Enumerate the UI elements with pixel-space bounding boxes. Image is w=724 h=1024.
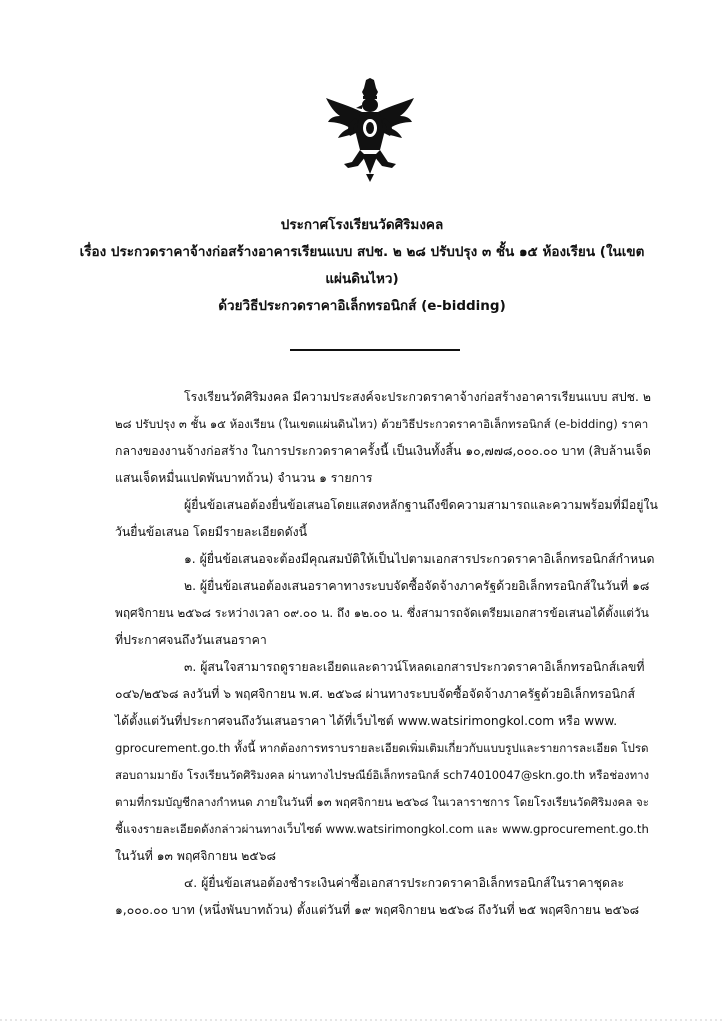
- method-line-text: ด้วยวิธีประกวดราคาอิเล็กทรอนิกส์ (e-bidding): [218, 298, 506, 314]
- requirement-item: ๑. ผู้ยื่นข้อเสนอจะต้องมีคุณสมบัติให้เป็นไปตามเอกสารประกวดราคาอิเล็กทรอนิกส์กำหนด: [184, 552, 655, 566]
- body-line: gprocurement.go.th ทั้งนี้ หากต้องการทราบรายละเอียดเพิ่มเติมเกี่ยวกับแบบรูปและรายการละเอียด โปรด: [115, 741, 649, 755]
- subject-line-1-text: เรื่อง ประกวดราคาจ้างก่อสร้างอาคารเรียนแบบ สปช. ๒ ๒๘ ปรับปรุง ๓ ชั้น ๑๕ ห้องเรียน (ในเขต: [79, 244, 645, 260]
- body-line: ๐๔๖/๒๕๖๘ ลงวันที่ ๖ พฤศจิกายน พ.ศ. ๒๕๖๘ ผ่านทางระบบจัดซื้อจัดจ้างภาครัฐด้วยอิเล็กทรอนิกส์: [115, 687, 635, 701]
- header-divider: [290, 349, 460, 351]
- body-line: ได้ตั้งแต่วันที่ประกาศจนถึงวันเสนอราคา ได้ที่เว็บไซต์ www.watsirimongkol.com หรือ www.: [115, 714, 618, 728]
- body-line: ชี้แจงรายละเอียดดังกล่าวผ่านทางเว็บไซต์ www.watsirimongkol.com และ www.gprocurement.go.th: [115, 822, 649, 836]
- body-line: ในวันที่ ๑๓ พฤศจิกายน ๒๕๖๘: [115, 849, 276, 863]
- scan-edge-noise: [0, 1012, 724, 1024]
- body-line: ๑,๐๐๐.๐๐ บาท (หนึ่งพันบาทถ้วน) ตั้งแต่วันที่ ๑๙ พฤศจิกายน ๒๕๖๘ ถึงวันที่ ๒๕ พฤศจิกายน ๒๕๖๘: [115, 903, 640, 917]
- requirement-item: ๒. ผู้ยื่นข้อเสนอต้องเสนอราคาทางระบบจัดซื้อจัดจ้างภาครัฐด้วยอิเล็กทรอนิกส์ในวันที่ ๑๘: [184, 579, 650, 593]
- requirement-item: ๓. ผู้สนใจสามารถดูรายละเอียดและดาวน์โหลดเอกสารประกวดราคาอิเล็กทรอนิกส์เลขที่: [184, 660, 645, 674]
- body-line: ผู้ยื่นข้อเสนอต้องยื่นข้อเสนอโดยแสดงหลักฐานถึงขีดความสามารถและความพร้อมที่มีอยู่ใน: [184, 498, 658, 512]
- subject-line-1: [60, 239, 664, 266]
- subject-line-2: [60, 266, 664, 293]
- method-line: [60, 293, 664, 320]
- body-line: ๒๘ ปรับปรุง ๓ ชั้น ๑๕ ห้องเรียน (ในเขตแผ่นดินไหว) ด้วยวิธีประกวดราคาอิเล็กทรอนิกส์ (e-bidding) ราคา: [115, 417, 649, 431]
- announcement-title: [60, 212, 664, 239]
- body-line: พฤศจิกายน ๒๕๖๘ ระหว่างเวลา ๐๙.๐๐ น. ถึง ๑๒.๐๐ น. ซึ่งสามารถจัดเตรียมเอกสารข้อเสนอได้ตั้งแต่วัน: [115, 606, 649, 620]
- announcement-title-text: ประกาศโรงเรียนวัดศิริมงคล: [280, 217, 444, 233]
- body-line: กลางของงานจ้างก่อสร้าง ในการประกวดราคาครั้งนี้ เป็นเงินทั้งสิ้น ๑๐,๗๗๘,๐๐๐.๐๐ บาท (สิบล้านเจ็ด: [115, 444, 651, 458]
- requirement-item: ๔. ผู้ยื่นข้อเสนอต้องชำระเงินค่าซื้อเอกสารประกวดราคาอิเล็กทรอนิกส์ในราคาชุดละ: [184, 876, 625, 890]
- body-line: ตามที่กรมบัญชีกลางกำหนด ภายในวันที่ ๑๓ พฤศจิกายน ๒๕๖๘ ในเวลาราชการ โดยโรงเรียนวัดศิริมงคล จะ: [115, 795, 649, 809]
- body-line: สอบถามมายัง โรงเรียนวัดศิริมงคล ผ่านทางไปรษณีย์อิเล็กทรอนิกส์ sch74010047@skn.go.th หรือช่องทาง: [115, 768, 650, 782]
- body-line: แสนเจ็ดหมื่นแปดพันบาทถ้วน) จำนวน ๑ รายการ: [115, 471, 373, 485]
- body-line: โรงเรียนวัดศิริมงคล มีความประสงค์จะประกวดราคาจ้างก่อสร้างอาคารเรียนแบบ สปช. ๒: [184, 390, 651, 404]
- body-line: วันยื่นข้อเสนอ โดยมีรายละเอียดดังนี้: [115, 525, 308, 539]
- garuda-emblem-icon: [322, 78, 418, 182]
- subject-line-2-text: แผ่นดินไหว): [325, 271, 399, 287]
- body-line: ที่ประกาศจนถึงวันเสนอราคา: [115, 633, 267, 647]
